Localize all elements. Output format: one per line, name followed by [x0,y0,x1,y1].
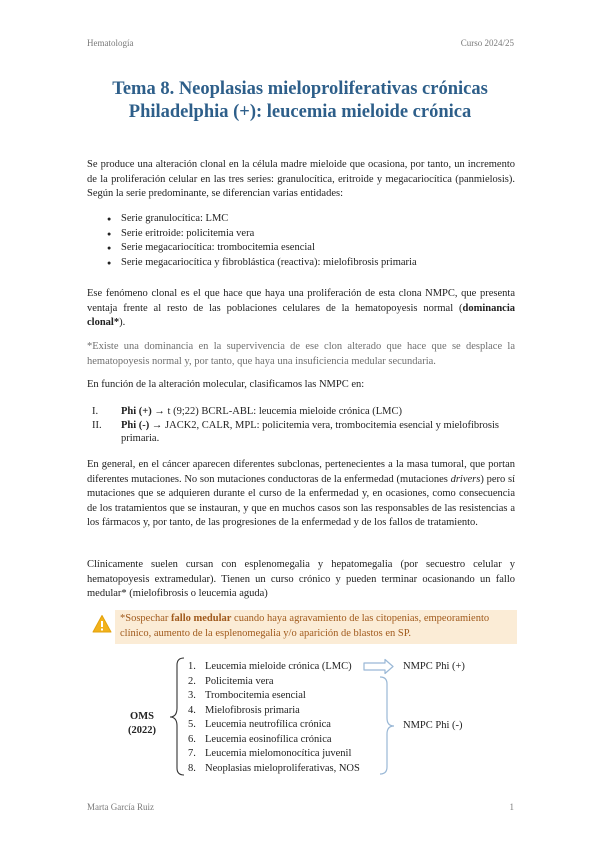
warning-bold: fallo medular [171,613,232,624]
list-item: ● Serie megacariocítica: trombocitemia esencial [107,241,417,256]
item-text: Policitemia vera [205,675,274,687]
cancer-italic: drivers [450,473,481,485]
list-item: ● Serie megacariocítica y fibroblástica (reactiva): mielofibrosis primaria [107,256,417,271]
clinical-paragraph: Clínicamente suelen cursan con esplenomegalia y hepatomegalia (por secuestro celular y hematopoyesis extramedular). Tienen un curso crónico y pueden terminar ocasionando un fallo medular* (mielofibrosis o leucemia aguda) [87,559,515,599]
list-item [188,762,360,777]
list-item [188,704,360,719]
item-number: 7. [188,748,196,759]
cancer-text-b: ) pero sí mutaciones que se adquieren durante el curso de la enfermedad y, en ocasiones, como consecuencia de los tratamientos que se instauran, y que en muchos casos son las responsables de las resistencias a los fármacos y, por tanto, de las progresiones de la enfermedad y de los fallos de tratamiento. [87,473,515,528]
oms-label [120,710,164,738]
item-text: → JACK2, CALR, MPL: policitemia vera, trombocitemia esencial y mielofibrosis primaria. [121,419,499,444]
phi-pos-arrow [364,660,393,674]
item-number: 5. [188,719,196,730]
item-number: 2. [188,675,196,687]
list-item [188,675,360,690]
list-item: ● Serie granulocítica: LMC [107,212,417,227]
clonal-bold: dominancia clonal* [87,302,515,328]
item-text: Trombocitemia esencial [205,690,306,701]
warning-text-b: cuando haya agravamiento de las citopenias, empeoramiento clínico, aumento de la esplenomegalia y/o aparición de blastos en SP. [120,613,490,639]
list-item [188,689,360,704]
phi-negative-label: NMPC Phi (-) [403,720,463,731]
intro-paragraph: Se produce una alteración clonal en la célula madre mieloide que ocasiona, por tanto, un incremento de la proliferación celular en las tres series: granulocítica, eritroide y megacariocítica (panmielosis). Según la serie predominante, se diferencian varias entidades: [87,159,515,199]
item-text: Neoplasias mieloproliferativas, NOS [205,762,360,774]
phi-positive-label: NMPC Phi (+) [403,661,465,672]
oms-label-line1: OMS [130,711,154,722]
list-item [188,733,360,748]
title-line-2: Philadelphia (+): leucemia mieloide crónica [128,102,472,122]
page-number: 1 [509,802,514,812]
classify-intro: En función de la alteración molecular, clasificamos las NMPC en: [87,379,365,390]
item-bold: Phi (-) [121,419,150,431]
item-text: Leucemia mielomonocítica juvenil [205,748,352,759]
clonal-end: ). [119,317,126,328]
item-number: 8. [188,762,196,774]
item-number: II. [92,419,102,431]
title-line-1: Tema 8. Neoplasias mieloproliferativas crónicas [112,79,488,99]
item-number: I. [92,406,99,417]
left-brace [170,658,184,775]
item-text: Leucemia eosinofílica crónica [205,733,332,745]
cancer-text-a: En general, en el cáncer aparecen diferentes subclonas, pertenecientes a la masa tumoral, que portan diferentes mutaciones. No son mutaciones conductoras de la enfermedad (mutaciones [87,459,515,485]
list-item [188,718,360,733]
item-text: Mielofibrosis primaria [205,704,300,716]
item-number: 3. [188,690,196,701]
footer-author: Marta García Ruiz [87,802,154,812]
header-subject: Hematología [87,38,134,48]
list-item [188,660,360,675]
clonal-text: Ese fenómeno clonal es el que hace que haya una proliferación de esta clona NMPC, que presenta ventaja frente al resto de las poblaciones celulares de la hematopoyesis normal ( [87,288,515,314]
warning-text-a: *Sospechar [120,613,172,624]
list-item [188,747,360,762]
oms-list [188,660,360,776]
list-item: ● Serie eritroide: policitemia vera [107,227,417,242]
right-brace [380,677,394,774]
item-text: Leucemia neutrofílica crónica [205,719,331,730]
item-number: 1. [188,661,196,672]
oms-label-line2: (2022) [128,725,156,736]
header-course: Curso 2024/25 [460,38,514,48]
item-bold: Phi (+) [121,406,152,417]
item-number: 6. [188,733,196,745]
note-paragraph: *Existe una dominancia en la supervivencia de ese clon alterado que hace que se desplace la hematopoyesis normal y, por tanto, que haya una insuficiencia medular secundaria. [87,341,515,367]
item-number: 4. [188,704,196,716]
item-text: → t (9;22) BCRL-ABL: leucemia mieloide crónica (LMC) [151,406,402,417]
item-text: Leucemia mieloide crónica (LMC) [205,661,352,672]
